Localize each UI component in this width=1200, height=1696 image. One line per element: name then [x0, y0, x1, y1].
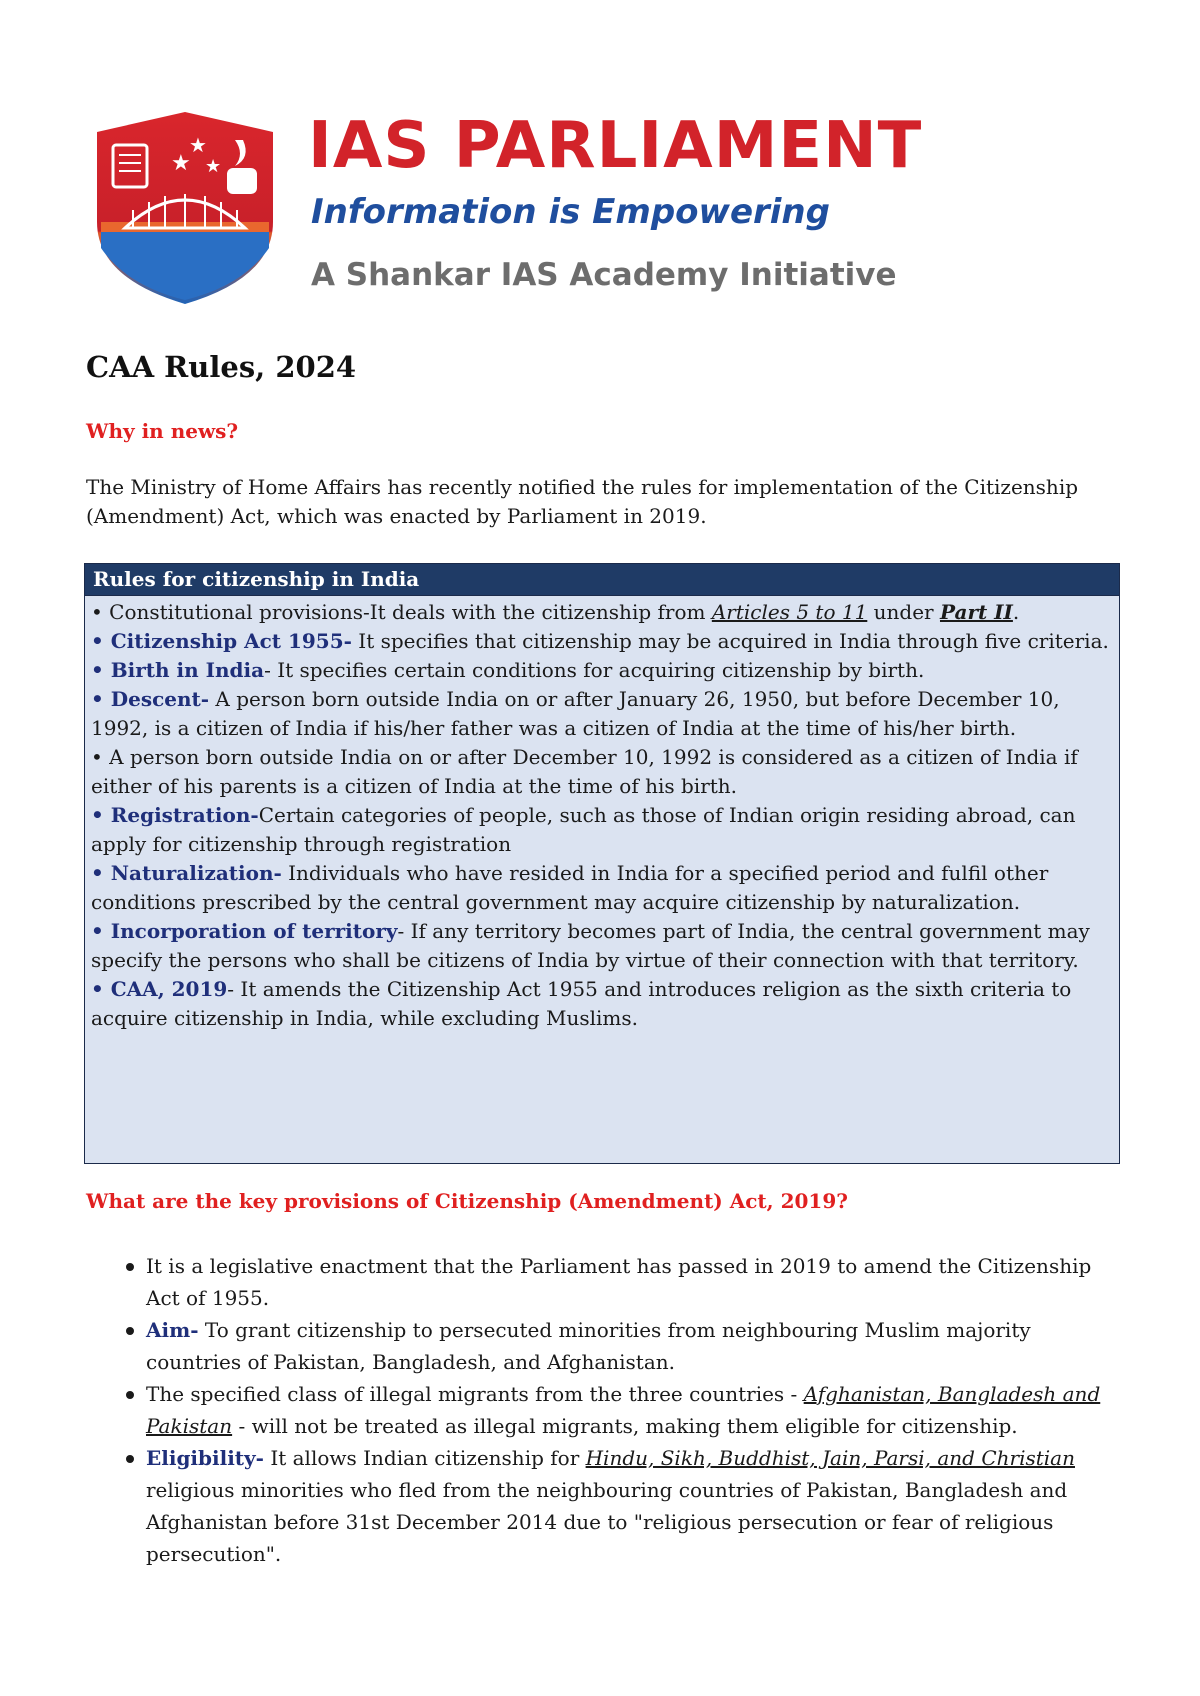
box-keyword: • Naturalization-	[91, 861, 282, 885]
shield-logo-icon	[93, 110, 278, 306]
why-in-news-heading: Why in news?	[86, 419, 239, 443]
part-ref: Part II	[939, 600, 1013, 624]
box-item-registration	[91, 801, 1111, 859]
box-text: • A person born outside India on or after December 10, 1992 is considered as a citizen of India if either of his parents is a citizen of India at the time of his birth.	[91, 745, 1078, 798]
header	[93, 110, 1133, 310]
list-keyword: Aim-	[146, 1318, 199, 1342]
box-text: A person born outside India on or after January 26, 1950, but before December 10, 1992, is a citizen of India if his/her father was a citizen of India at the time of his/her birth.	[91, 687, 1060, 740]
citizenship-rules-box	[84, 563, 1120, 1164]
list-text: religious minorities who fled from the neighbouring countries of Pakistan, Bangladesh and Afghanistan before 31st December 2014 due to "religious persecution or fear of religious persecution".	[146, 1478, 1068, 1566]
box-item-descent	[91, 685, 1111, 743]
key-provisions-heading: What are the key provisions of Citizenship (Amendment) Act, 2019?	[86, 1189, 848, 1213]
brand-tagline: Information is Empowering	[311, 192, 830, 232]
list-text: - will not be treated as illegal migrants, making them eligible for citizenship.	[232, 1414, 1018, 1438]
list-item	[146, 1250, 1121, 1314]
box-item-citizenship-act	[91, 627, 1111, 656]
brand-name: IAS PARLIAMENT	[308, 109, 923, 183]
box-item-parents	[91, 743, 1111, 801]
box-text: - If any territory becomes part of India, the central government may specify the persons who shall be citizens of India by virtue of their connection with that territory.	[91, 919, 1090, 972]
box-item-constitutional	[91, 598, 1111, 627]
box-heading: Rules for citizenship in India	[85, 564, 1119, 596]
box-text: Certain categories of people, such as those of Indian origin residing abroad, can apply for citizenship through registration	[91, 803, 1076, 856]
list-item	[146, 1378, 1121, 1442]
countries-ref: Afghanistan, Bangladesh and Pakistan	[146, 1382, 1101, 1438]
box-text: It specifies that citizenship may be acquired in India through five criteria.	[351, 629, 1109, 653]
list-item	[146, 1442, 1121, 1570]
svg-text:★: ★	[189, 133, 207, 157]
box-keyword: • CAA, 2019	[91, 977, 228, 1001]
box-text: • Constitutional provisions-It deals with the citizenship from	[91, 600, 712, 624]
list-text: It is a legislative enactment that the Parliament has passed in 2019 to amend the Citizenship Act of 1955.	[146, 1254, 1092, 1310]
religions-ref: Hindu, Sikh, Buddhist, Jain, Parsi, and Christian	[585, 1446, 1075, 1470]
box-text: .	[1012, 600, 1020, 624]
svg-text:★: ★	[171, 151, 191, 176]
list-text: To grant citizenship to persecuted minorities from neighbouring Muslim majority countries of Pakistan, Bangladesh, and Afghanistan.	[146, 1318, 1031, 1374]
page-title: CAA Rules, 2024	[86, 350, 357, 384]
box-keyword: • Incorporation of territory	[91, 919, 398, 943]
svg-text:★: ★	[205, 156, 222, 177]
box-item-incorporation	[91, 917, 1111, 975]
list-text: The specified class of illegal migrants from the three countries -	[146, 1382, 804, 1406]
intro-paragraph: The Ministry of Home Affairs has recently notified the rules for implementation of the Citizenship (Amendment) Act, which was enacted by Parliament in 2019.	[86, 475, 1079, 528]
list-item	[146, 1314, 1121, 1378]
box-body	[85, 596, 1119, 1033]
box-text: - It specifies certain conditions for acquiring citizenship by birth.	[264, 658, 925, 682]
box-keyword: • Citizenship Act 1955-	[91, 629, 352, 653]
articles-ref: Articles 5 to 11	[711, 600, 868, 624]
box-keyword: • Birth in India	[91, 658, 265, 682]
box-text: under	[867, 600, 940, 624]
box-keyword: • Registration-	[91, 803, 259, 827]
brand-subline: A Shankar IAS Academy Initiative	[311, 257, 897, 293]
box-item-caa	[91, 975, 1111, 1033]
box-text: - It amends the Citizenship Act 1955 and introduces religion as the sixth criteria to acquire citizenship in India, while excluding Muslims.	[91, 977, 1072, 1030]
key-provisions-list	[146, 1250, 1121, 1570]
box-item-birth	[91, 656, 1111, 685]
box-keyword: • Descent-	[91, 687, 210, 711]
list-text: It allows Indian citizenship for	[263, 1446, 586, 1470]
box-text: Individuals who have resided in India for a specified period and fulfil other conditions prescribed by the central government may acquire citizenship by naturalization.	[91, 861, 1049, 914]
list-keyword: Eligibility-	[146, 1446, 264, 1470]
box-item-naturalization	[91, 859, 1111, 917]
